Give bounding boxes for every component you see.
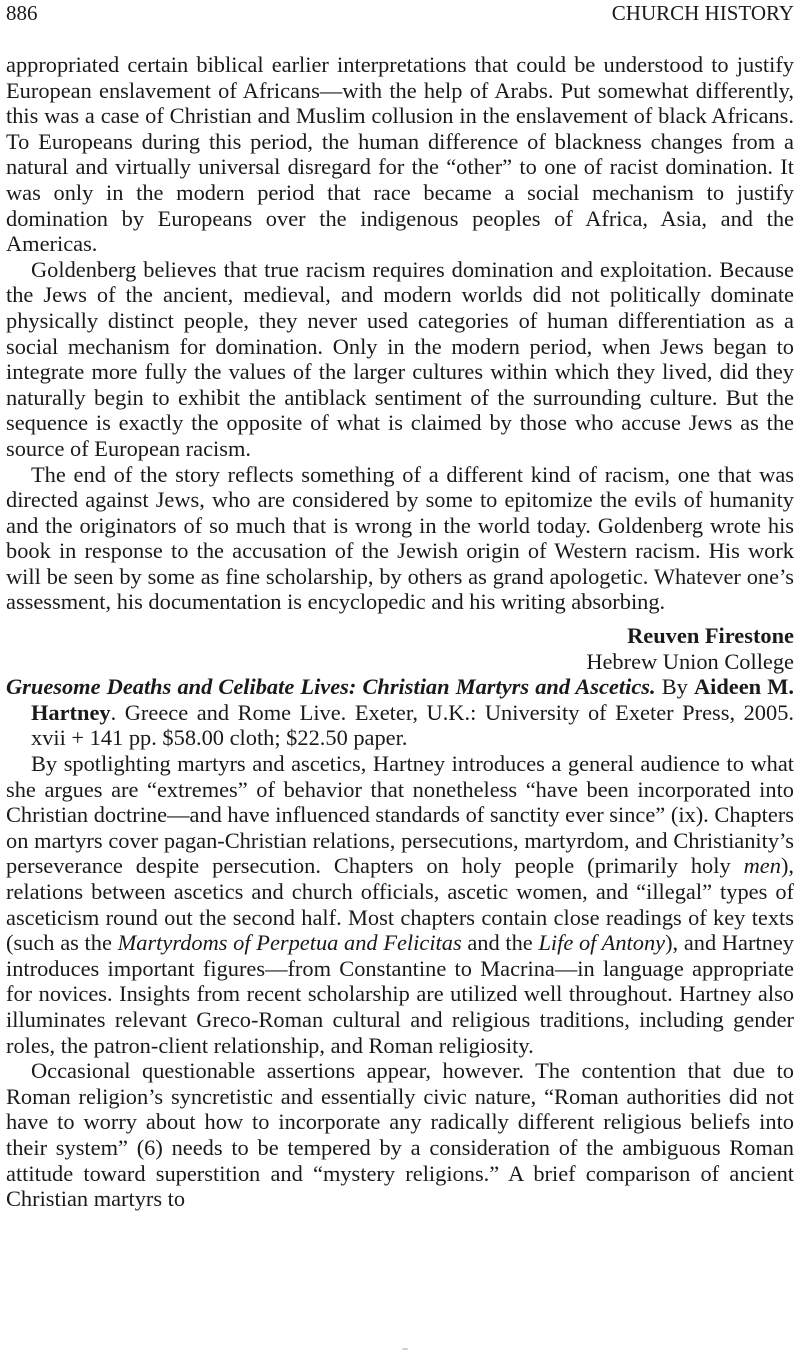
journal-title: CHURCH HISTORY: [611, 1, 794, 25]
publication-info: Greece and Rome Live. Exeter, U.K.: University of Exeter Press, 2005. xvii + 141 pp. $58.00 cloth; $22.50 paper.: [31, 699, 794, 751]
by-label: By: [661, 674, 688, 700]
reviewer-name: Reuven Firestone: [627, 623, 794, 649]
scan-mark: [402, 1348, 408, 1350]
reviewer-institution: Hebrew Union College: [586, 648, 794, 674]
review2-p1-text-1: By spotlighting martyrs and ascetics, Hartney introduces a general audience to what she argues are “extremes” of behavior that nonetheless “have been incorporated into Christian doctrine—and have influenced standards of sanctity ever since” (ix). Chapters on martyrs cover pagan-Christian relations, persecutions, martyrdom, and Christianity’s perseverance despite persecution. Chapters on holy people (primarily holy: [6, 751, 794, 879]
review2-p1-italic-life-of-antony: Life of Antony: [538, 930, 666, 956]
book-title: Gruesome Deaths and Celibate Lives: Christian Martyrs and Ascetics.: [6, 674, 656, 700]
review2-paragraph-1: [6, 751, 794, 1058]
reviewer-signature: [6, 623, 794, 674]
review2-p1-text-2: ), relations between ascetics and church officials, ascetic women, and “illegal” types of asceticism round out the second half. Most chapters contain close readings of key texts (such as the: [6, 853, 794, 956]
review1-paragraph-1: appropriated certain biblical earlier interpretations that could be understood to justify European enslavement of Africans—with the help of Arabs. Put somewhat differently, this was a case of Christian and Muslim collusion in the enslavement of black Africans. To Europeans during this period, the human difference of blackness changes from a natural and virtually universal disregard for the “other” to one of racist domination. It was only in the modern period that race became a social mechanism to justify domination by Europeans over the indigenous peoples of Africa, Asia, and the Americas.: [6, 52, 794, 257]
running-header: [6, 0, 794, 28]
review2-p1-text-3: and the: [461, 930, 539, 956]
page-number: 886: [6, 1, 38, 25]
review2-p1-italic-martyrdoms: Martyrdoms of Perpetua and Felicitas: [117, 930, 462, 956]
review2-p1-italic-men: men: [743, 853, 781, 879]
book-citation: Gruesome Deaths and Celibate Lives: Christian Martyrs and Ascetics. By Aideen M. Hartney. Greece and Rome Live. Exeter, U.K.: University of Exeter Press, 2005. xvii + 141 pp. $58.00 cloth; $22.50 paper.: [6, 674, 794, 751]
page-body: [6, 52, 794, 1212]
review1-paragraph-2: Goldenberg believes that true racism requires domination and exploitation. Because the Jews of the ancient, medieval, and modern worlds did not politically dominate physically distinct people, they never used categories of human differentiation as a social mechanism for domination. Only in the modern period, when Jews began to integrate more fully the values of the larger cultures within which they lived, did they naturally begin to exhibit the antiblack sentiment of the surrounding culture. But the sequence is exactly the opposite of what is claimed by those who accuse Jews as the source of European racism.: [6, 256, 794, 461]
review2-paragraph-2: Occasional questionable assertions appear, however. The contention that due to Roman religion’s syncretistic and essentially civic nature, “Roman authorities did not have to worry about how to incorporate any radically different religious beliefs into their system” (6) needs to be tempered by a consideration of the ambiguous Roman attitude toward superstition and “mystery religions.” A brief comparison of ancient Christian martyrs to: [6, 1058, 794, 1212]
review2-p1-text-4: ), and Hartney introduces important figures—from Constantine to Macrina—in language appropriate for novices. Insights from recent scholarship are utilized well throughout. Hartney also illuminates relevant Greco-Roman cultural and religious traditions, including gender roles, the patron-client relationship, and Roman religiosity.: [6, 930, 794, 1058]
book-author: Aideen M. Hartney: [31, 674, 794, 725]
review1-paragraph-3: The end of the story reflects something of a different kind of racism, one that was directed against Jews, who are considered by some to epitomize the evils of humanity and the originators of so much that is wrong in the world today. Goldenberg wrote his book in response to the accusation of the Jewish origin of Western racism. His work will be seen by some as fine scholarship, by others as grand apologetic. Whatever one’s assessment, his documentation is encyclopedic and his writing absorbing.: [6, 461, 794, 615]
